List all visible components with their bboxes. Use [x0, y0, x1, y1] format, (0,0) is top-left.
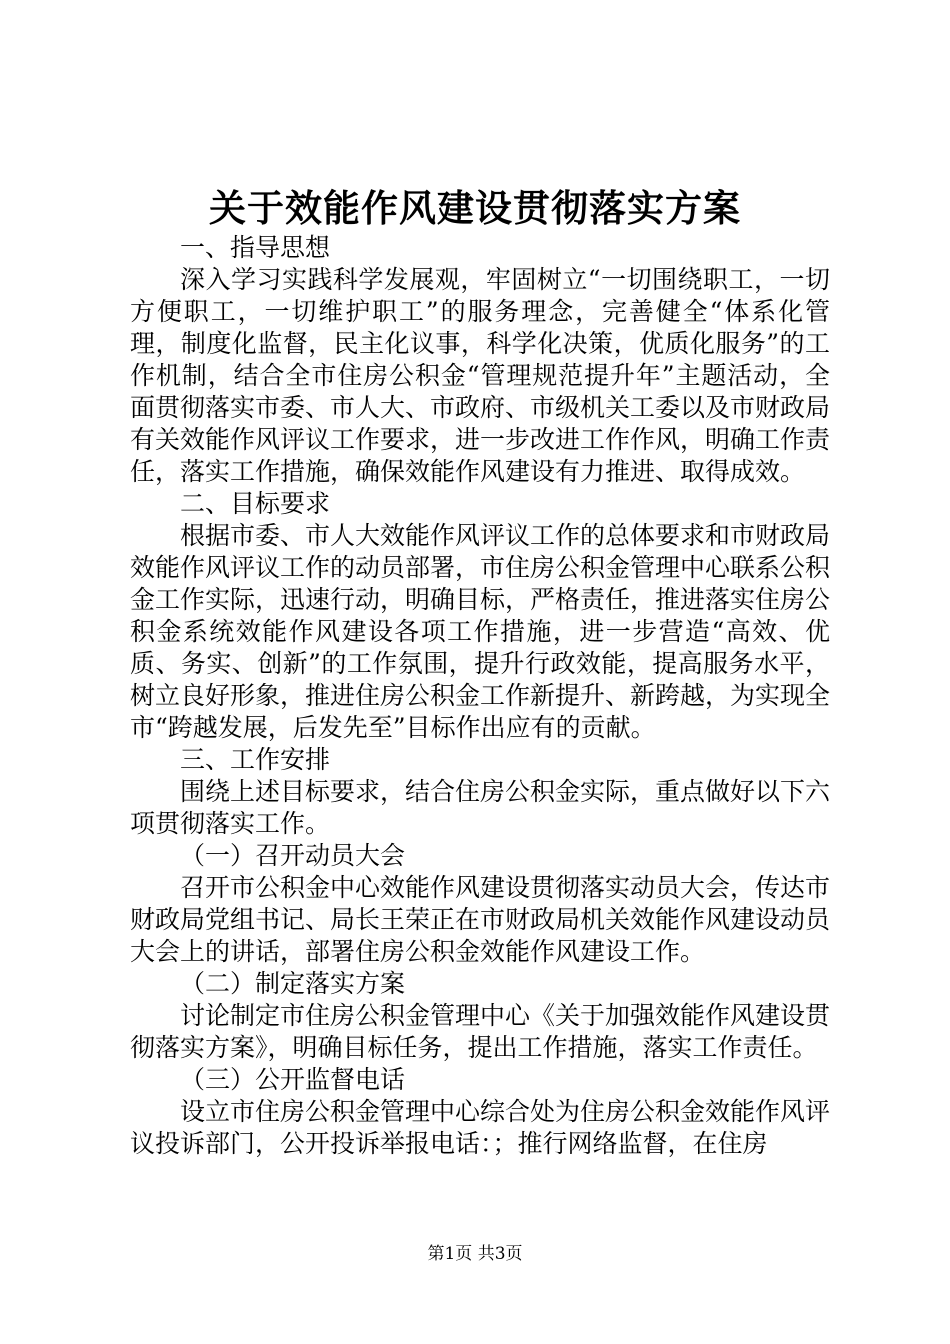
section-heading-work-arrangement: 三、工作安排 — [180, 745, 331, 774]
paragraph-supervision-phone: 设立市住房公积金管理中心综合处为住房公积金效能作风评议投诉部门，公开投诉举报电话：；推行网络监督，在住房 — [130, 1097, 831, 1158]
subheading-mobilization-meeting: （一）召开动员大会 — [180, 841, 406, 870]
subheading-supervision-phone: （三）公开监督电话 — [180, 1065, 406, 1094]
paragraph-guiding-thought: 深入学习实践科学发展观，牢固树立“一切围绕职工，一切方便职工，一切维护职工”的服务理念，完善健全“体系化管理，制度化监督，民主化议事，科学化决策，优质化服务”的工作机制，结合全市住房公积金“管理规范提升年”主题活动，全面贯彻落实市委、市人大、市政府、市级机关工委以及市财政局有关效能作风评议工作要求，进一步改进工作作风，明确工作责任，落实工作措施，确保效能作风建设有力推进、取得成效。 — [130, 265, 831, 486]
paragraph-work-arrangement: 围绕上述目标要求，结合住房公积金实际，重点做好以下六项贯彻落实工作。 — [130, 777, 831, 838]
section-heading-goals: 二、目标要求 — [180, 489, 331, 518]
section-heading-guiding-thought: 一、指导思想 — [180, 233, 331, 262]
paragraph-implementation-plan: 讨论制定市住房公积金管理中心《关于加强效能作风建设贯彻落实方案》，明确目标任务，提出工作措施，落实工作责任。 — [130, 1001, 831, 1062]
subheading-implementation-plan: （二）制定落实方案 — [180, 969, 406, 998]
paragraph-mobilization-meeting: 召开市公积金中心效能作风建设贯彻落实动员大会，传达市财政局党组书记、局长王荣正在市财政局机关效能作风建设动员大会上的讲话，部署住房公积金效能作风建设工作。 — [130, 873, 831, 966]
document-title: 关于效能作风建设贯彻落实方案 — [209, 186, 741, 230]
page-number-footer: 第1页 共3页 — [427, 1244, 523, 1264]
document-body — [130, 232, 830, 1160]
paragraph-goals: 根据市委、市人大效能作风评议工作的总体要求和市财政局效能作风评议工作的动员部署，市住房公积金管理中心联系公积金工作实际，迅速行动，明确目标，严格责任，推进落实住房公积金系统效能作风建设各项工作措施，进一步营造“高效、优质、务实、创新”的工作氛围，提升行政效能，提高服务水平，树立良好形象，推进住房公积金工作新提升、新跨越，为实现全市“跨越发展，后发先至”目标作出应有的贡献。 — [130, 521, 831, 742]
